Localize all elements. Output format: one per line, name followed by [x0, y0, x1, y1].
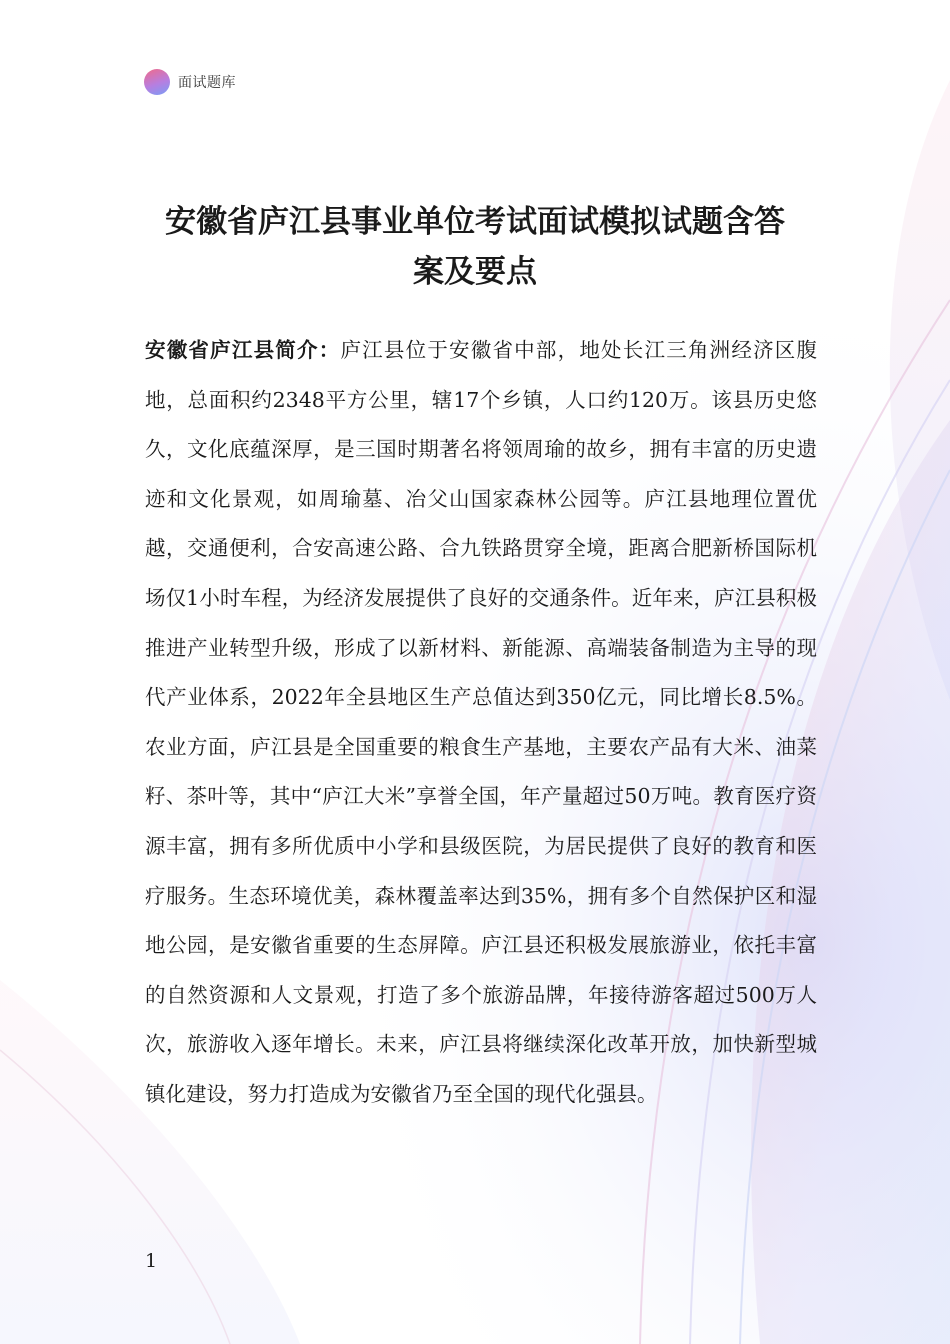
logo-icon	[144, 69, 170, 95]
page-header	[144, 68, 236, 96]
intro-paragraph	[145, 326, 817, 1120]
document-title: 安徽省庐江县事业单位考试面试模拟试题含答案及要点	[165, 203, 785, 290]
intro-lead: 安徽省庐江县简介：	[145, 338, 341, 362]
page-number: 1	[145, 1250, 158, 1272]
intro-body: 庐江县位于安徽省中部，地处长江三角洲经济区腹地，总面积约2348平方公里，辖17个乡镇，人口约120万。该县历史悠久，文化底蕴深厚，是三国时期著名将领周瑜的故乡，拥有丰富的历史遗迹和文化景观，如周瑜墓、冶父山国家森林公园等。庐江县地理位置优越，交通便利，合安高速公路、合九铁路贯穿全境，距离合肥新桥国际机场仅1小时车程，为经济发展提供了良好的交通条件。近年来，庐江县积极推进产业转型升级，形成了以新材料、新能源、高端装备制造为主导的现代产业体系，2022年全县地区生产总值达到350亿元，同比增长8.5%。农业方面，庐江县是全国重要的粮食生产基地，主要农产品有大米、油菜籽、茶叶等，其中“庐江大米”享誉全国，年产量超过50万吨。教育医疗资源丰富，拥有多所优质中小学和县级医院，为居民提供了良好的教育和医疗服务。生态环境优美，森林覆盖率达到35%，拥有多个自然保护区和湿地公园，是安徽省重要的生态屏障。庐江县还积极发展旅游业，依托丰富的自然资源和人文景观，打造了多个旅游品牌，年接待游客超过500万人次，旅游收入逐年增长。未来，庐江县将继续深化改革开放，加快新型城镇化建设，努力打造成为安徽省乃至全国的现代化强县。	[145, 338, 818, 1106]
header-label: 面试题库	[178, 75, 236, 91]
